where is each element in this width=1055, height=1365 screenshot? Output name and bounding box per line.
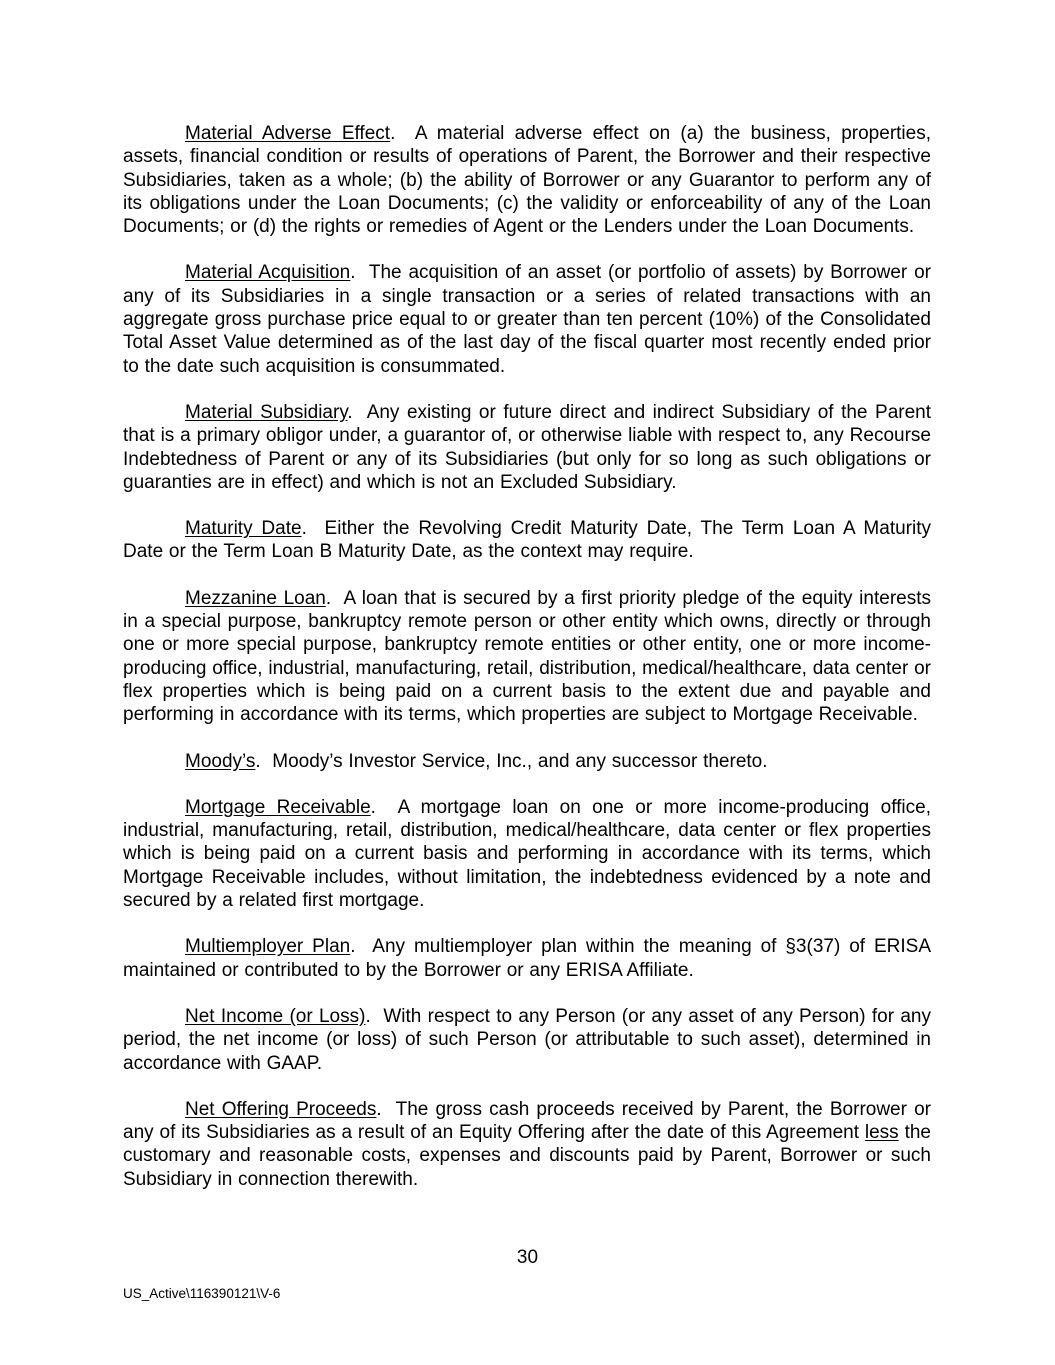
- definition-text: . Either the Revolving Credit Maturity Date, The Term Loan A Maturity Date or the Term Loan B Maturity Date, as the context may require.: [123, 518, 931, 563]
- definition-text: . Moody’s Investor Service, Inc., and any successor thereto.: [255, 750, 768, 772]
- page-number: 30: [516, 1247, 539, 1268]
- defined-term: Maturity Date: [185, 518, 302, 540]
- defined-term: Net Income (or Loss): [185, 1005, 366, 1027]
- defined-term: Material Acquisition: [185, 262, 351, 284]
- definition-paragraph-moodys: [123, 750, 931, 773]
- definition-paragraph-material-adverse-effect: [123, 122, 931, 238]
- definition-paragraph-net-offering-proceeds: [123, 1098, 931, 1191]
- definition-text: the customary and reasonable costs, expenses and discounts paid by Parent, Borrower or such Subsidiary in connection therewith.: [123, 1122, 931, 1190]
- definition-paragraph-net-income-or-loss: [123, 1005, 931, 1075]
- definition-text: . The gross cash proceeds received by Parent, the Borrower or any of its Subsidiaries as a result of an Equity Offering after the date of this Agreement: [123, 1098, 931, 1144]
- definition-text: . Any existing or future direct and indirect Subsidiary of the Parent that is a primary obligor under, a guarantor of, or otherwise liable with respect to, any Recourse Indebtedness of Parent or any of its Subsidiaries (but only for so long as such obligations or guaranties are in effect) and which is not an Excluded Subsidiary.: [123, 401, 931, 493]
- defined-term: Mezzanine Loan: [185, 587, 326, 609]
- defined-term: Material Subsidiary: [185, 401, 348, 423]
- underlined-word-less: less: [864, 1122, 899, 1144]
- definition-text: . A loan that is secured by a first priority pledge of the equity interests in a special purpose, bankruptcy remote person or other entity which owns, directly or through one or more special purpose, bankruptcy remote entities or other entity, one or more income-producing office, industrial, manufacturing, retail, distribution, medical/healthcare, data center or flex properties which is being paid on a current basis to the extent due and payable and performing in accordance with its terms, which properties are subject to Mortgage Receivable.: [123, 587, 931, 726]
- definition-text: . A material adverse effect on (a) the business, properties, assets, financial condition or results of operations of Parent, the Borrower and their respective Subsidiaries, taken as a whole; (b) the ability of Borrower or any Guarantor to perform any of its obligations under the Loan Documents; (c) the validity or enforceability of any of the Loan Documents; or (d) the rights or remedies of Agent or the Lenders under the Loan Documents.: [123, 123, 931, 238]
- definition-paragraph-material-subsidiary: [123, 401, 931, 494]
- defined-term: Mortgage Receivable: [185, 796, 371, 818]
- defined-term: Multiemployer Plan: [185, 936, 351, 958]
- document-footer-id: US_Active\116390121\V-6: [123, 1286, 281, 1301]
- definition-text: . With respect to any Person (or any asset of any Person) for any period, the net income (or loss) of such Person (or attributable to such asset), determined in accordance with GAAP.: [123, 1005, 931, 1074]
- definition-paragraph-mortgage-receivable: [123, 796, 931, 912]
- definition-paragraph-maturity-date: [123, 517, 931, 564]
- definitions-content: [123, 122, 931, 1214]
- defined-term: Moody’s: [185, 750, 256, 772]
- defined-term: Material Adverse Effect: [185, 123, 391, 144]
- definition-text: . A mortgage loan on one or more income-producing office, industrial, manufacturing, retail, distribution, medical/healthcare, data center or flex properties which is being paid on a current basis and performing in accordance with its terms, which Mortgage Receivable includes, without limitation, the indebtedness evidenced by a note and secured by a related first mortgage.: [123, 796, 931, 912]
- definition-paragraph-mezzanine-loan: [123, 587, 931, 727]
- definition-paragraph-material-acquisition: [123, 261, 931, 377]
- defined-term: Net Offering Proceeds: [185, 1098, 377, 1120]
- definition-paragraph-multiemployer-plan: [123, 935, 931, 982]
- definition-text: . The acquisition of an asset (or portfolio of assets) by Borrower or any of its Subsidiaries in a single transaction or a series of related transactions with an aggregate gross purchase price equal to or greater than ten percent (10%) of the Consolidated Total Asset Value determined as of the last day of the fiscal quarter most recently ended prior to the date such acquisition is consummated.: [123, 262, 931, 377]
- definition-text: . Any multiemployer plan within the meaning of §3(37) of ERISA maintained or contributed to by the Borrower or any ERISA Affiliate.: [123, 936, 931, 981]
